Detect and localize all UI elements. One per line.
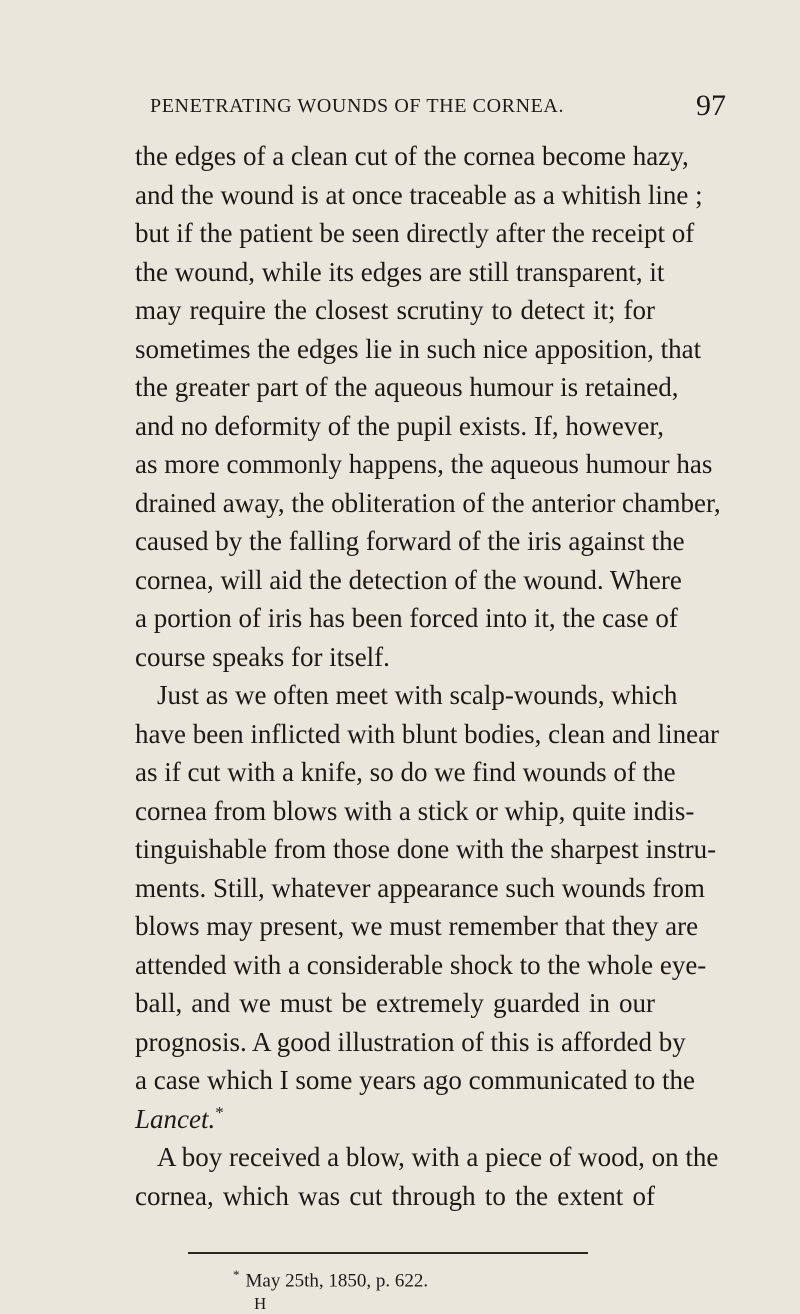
page-number: 97 [696, 89, 726, 122]
text-line: ball, and we must be extremely guarded in our [135, 988, 655, 1018]
text-line: tinguishable from those done with the sharpest instru- [135, 834, 717, 864]
text-line: cornea, which was cut through to the extent of [135, 1180, 655, 1211]
text-line: have been inflicted with blunt bodies, clean and linear [135, 718, 720, 749]
footnote-text: May 25th, 1850, p. 622. [245, 1270, 429, 1292]
text-line: sometimes the edges lie in such nice apposition, that [135, 333, 702, 364]
text-line: and the wound is at once traceable as a whitish line ; [135, 179, 703, 210]
text-line: the edges of a clean cut of the cornea become hazy, [135, 141, 689, 171]
footnote-divider [188, 1252, 588, 1254]
text-line: prognosis. A good illustration of this is afforded by [135, 1026, 686, 1057]
text-line: Just as we often meet with scalp-wounds, which [157, 680, 678, 710]
text-line: may require the closest scrutiny to detect it; for [135, 295, 655, 325]
text-line: course speaks for itself. [135, 641, 390, 672]
text-line: a portion of iris has been forced into it, the case of [135, 603, 678, 633]
text-line: ments. Still, whatever appearance such wounds from [135, 872, 705, 903]
text-line-citation [135, 1100, 655, 1139]
signature-mark: H [254, 1294, 267, 1313]
text-line: a case which I some years ago communicated to the [135, 1065, 696, 1095]
text-line: as more commonly happens, the aqueous humour has [135, 449, 713, 479]
body-text [135, 137, 721, 1215]
running-title: PENETRATING WOUNDS OF THE CORNEA. [150, 95, 565, 117]
text-line: as if cut with a knife, so do we find wounds of the [135, 757, 676, 787]
text-line: but if the patient be seen directly after the receipt of [135, 218, 695, 248]
text-line: the greater part of the aqueous humour is retained, [135, 372, 679, 402]
footnote-marker: * [233, 1267, 240, 1282]
text-line: A boy received a blow, with a piece of wood, on the [157, 1142, 719, 1172]
text-line: and no deformity of the pupil exists. If, however, [135, 410, 665, 441]
text-line: cornea, will aid the detection of the wound. Where [135, 564, 682, 595]
text-line: attended with a considerable shock to the whole eye- [135, 949, 707, 980]
running-head [150, 91, 750, 127]
text-line: caused by the falling forward of the iris against the [135, 526, 685, 556]
footnote-reference: * [215, 1102, 224, 1122]
text-line: cornea from blows with a stick or whip, quite indis- [135, 795, 695, 826]
text-line: blows may present, we must remember that they are [135, 911, 699, 941]
footnote [233, 1267, 428, 1292]
text-line: the wound, while its edges are still transparent, it [135, 256, 665, 287]
citation-title: Lancet. [135, 1103, 216, 1134]
text-line: drained away, the obliteration of the anterior chamber, [135, 487, 721, 518]
